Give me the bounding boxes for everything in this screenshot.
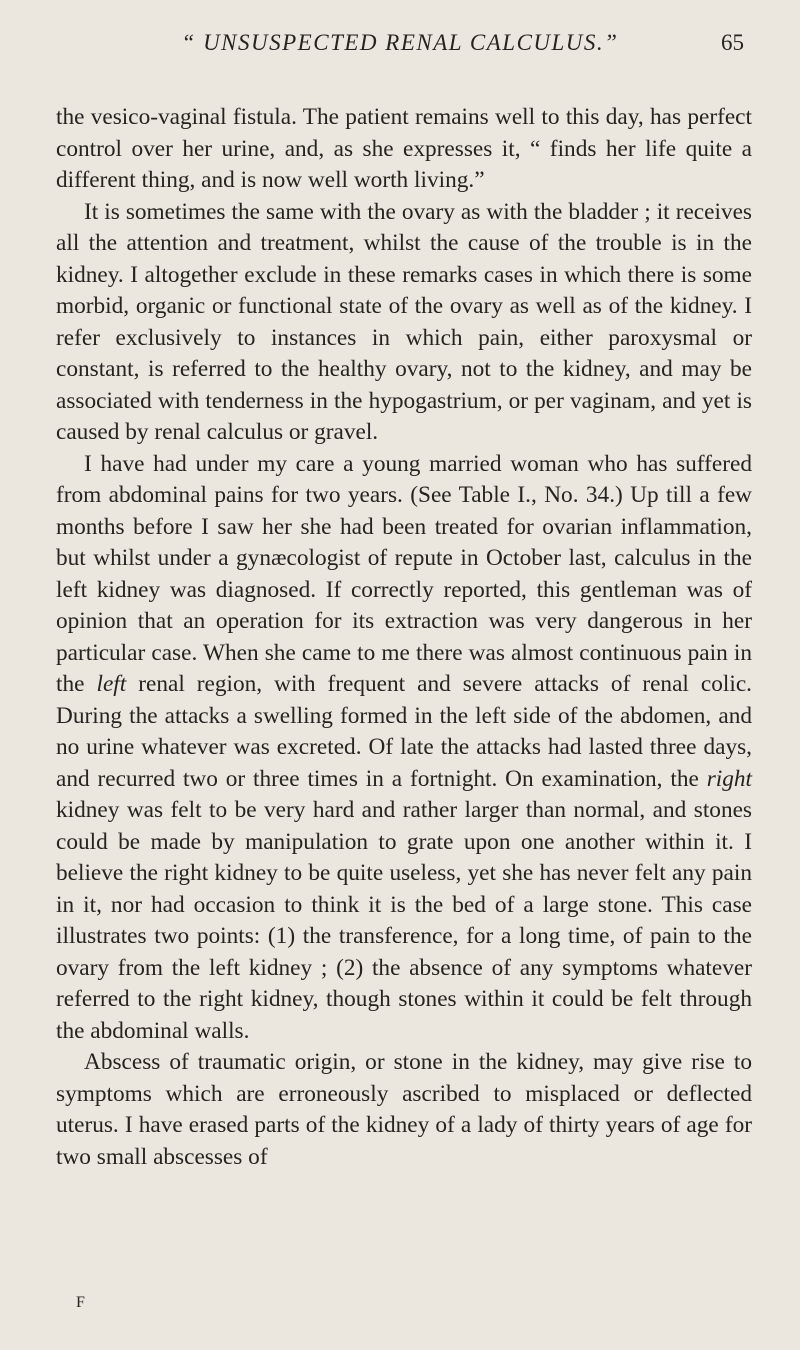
body-text bbox=[56, 102, 752, 1173]
signature-mark: F bbox=[76, 1294, 86, 1311]
paragraph-1 bbox=[56, 102, 752, 197]
paragraph-4 bbox=[56, 1047, 752, 1173]
italic-emphasis-right: right bbox=[706, 765, 752, 792]
paragraph-3 bbox=[56, 449, 752, 1048]
paragraph-text: I have had under my care a young married woman who has suffered from abdominal pains for two years. (See Table I., No. 34.) Up till a few months before I saw her she had been treated for ovarian inflammation, but whilst under a gynæcologist of repute in October last, calculus in the left kidney was diagnosed. If correctly reported, this gentleman was of opinion that an operation for its extraction was very dangerous in her particular case. When she came to me there was almost continuous pain in the bbox=[56, 450, 752, 697]
running-head bbox=[56, 28, 744, 58]
paragraph-2 bbox=[56, 197, 752, 449]
page-number: 65 bbox=[721, 30, 744, 55]
paragraph-text: It is sometimes the same with the ovary as with the bladder ; it receives all the attention and treatment, whilst the cause of the trouble is in the kidney. I altogether exclude in these remarks cases in which there is some morbid, organic or functional state of the ovary as well as of the kidney. I refer exclusively to instances in which pain, either paroxysmal or constant, is referred to the healthy ovary, not to the kidney, and may be associated with tenderness in the hypogastrium, or per vaginam, and yet is caused by renal calculus or gravel. bbox=[56, 198, 752, 445]
running-title: “ UNSUSPECTED RENAL CALCULUS.” bbox=[181, 30, 619, 55]
paragraph-text: the vesico-vaginal fistula. The patient remains well to this day, has perfect control over her urine, and, as she expresses it, “ finds her life quite a different thing, and is now well worth living.” bbox=[56, 104, 752, 193]
italic-emphasis-left: left bbox=[96, 671, 127, 697]
paragraph-text: Abscess of traumatic origin, or stone in the kidney, may give rise to symptoms which are erroneously ascribed to misplaced or deflected uterus. I have erased parts of the kidney of a lady of thirty years of age for two small abscesses of bbox=[56, 1049, 752, 1170]
paragraph-text: kidney was felt to be very hard and rather larger than normal, and stones could be made by manipulation to grate upon one another within it. I believe the right kidney to be quite useless, yet she has never felt any pain in it, nor had occasion to think it is the bed of a large stone. This case illustrates two points: (1) the transference, for a long time, of pain to the ovary from the left kidney ; (2) the absence of any symptoms whatever referred to the right kidney, though stones within it could be felt through the abdominal walls. bbox=[56, 797, 752, 1044]
paragraph-text: renal region, with frequent and severe attacks of renal colic. During the attacks a swelling formed in the left side of the abdomen, and no urine whatever was excreted. Of late the attacks had lasted three days, and recurred two or three times in a fortnight. On examination, the bbox=[56, 671, 752, 792]
